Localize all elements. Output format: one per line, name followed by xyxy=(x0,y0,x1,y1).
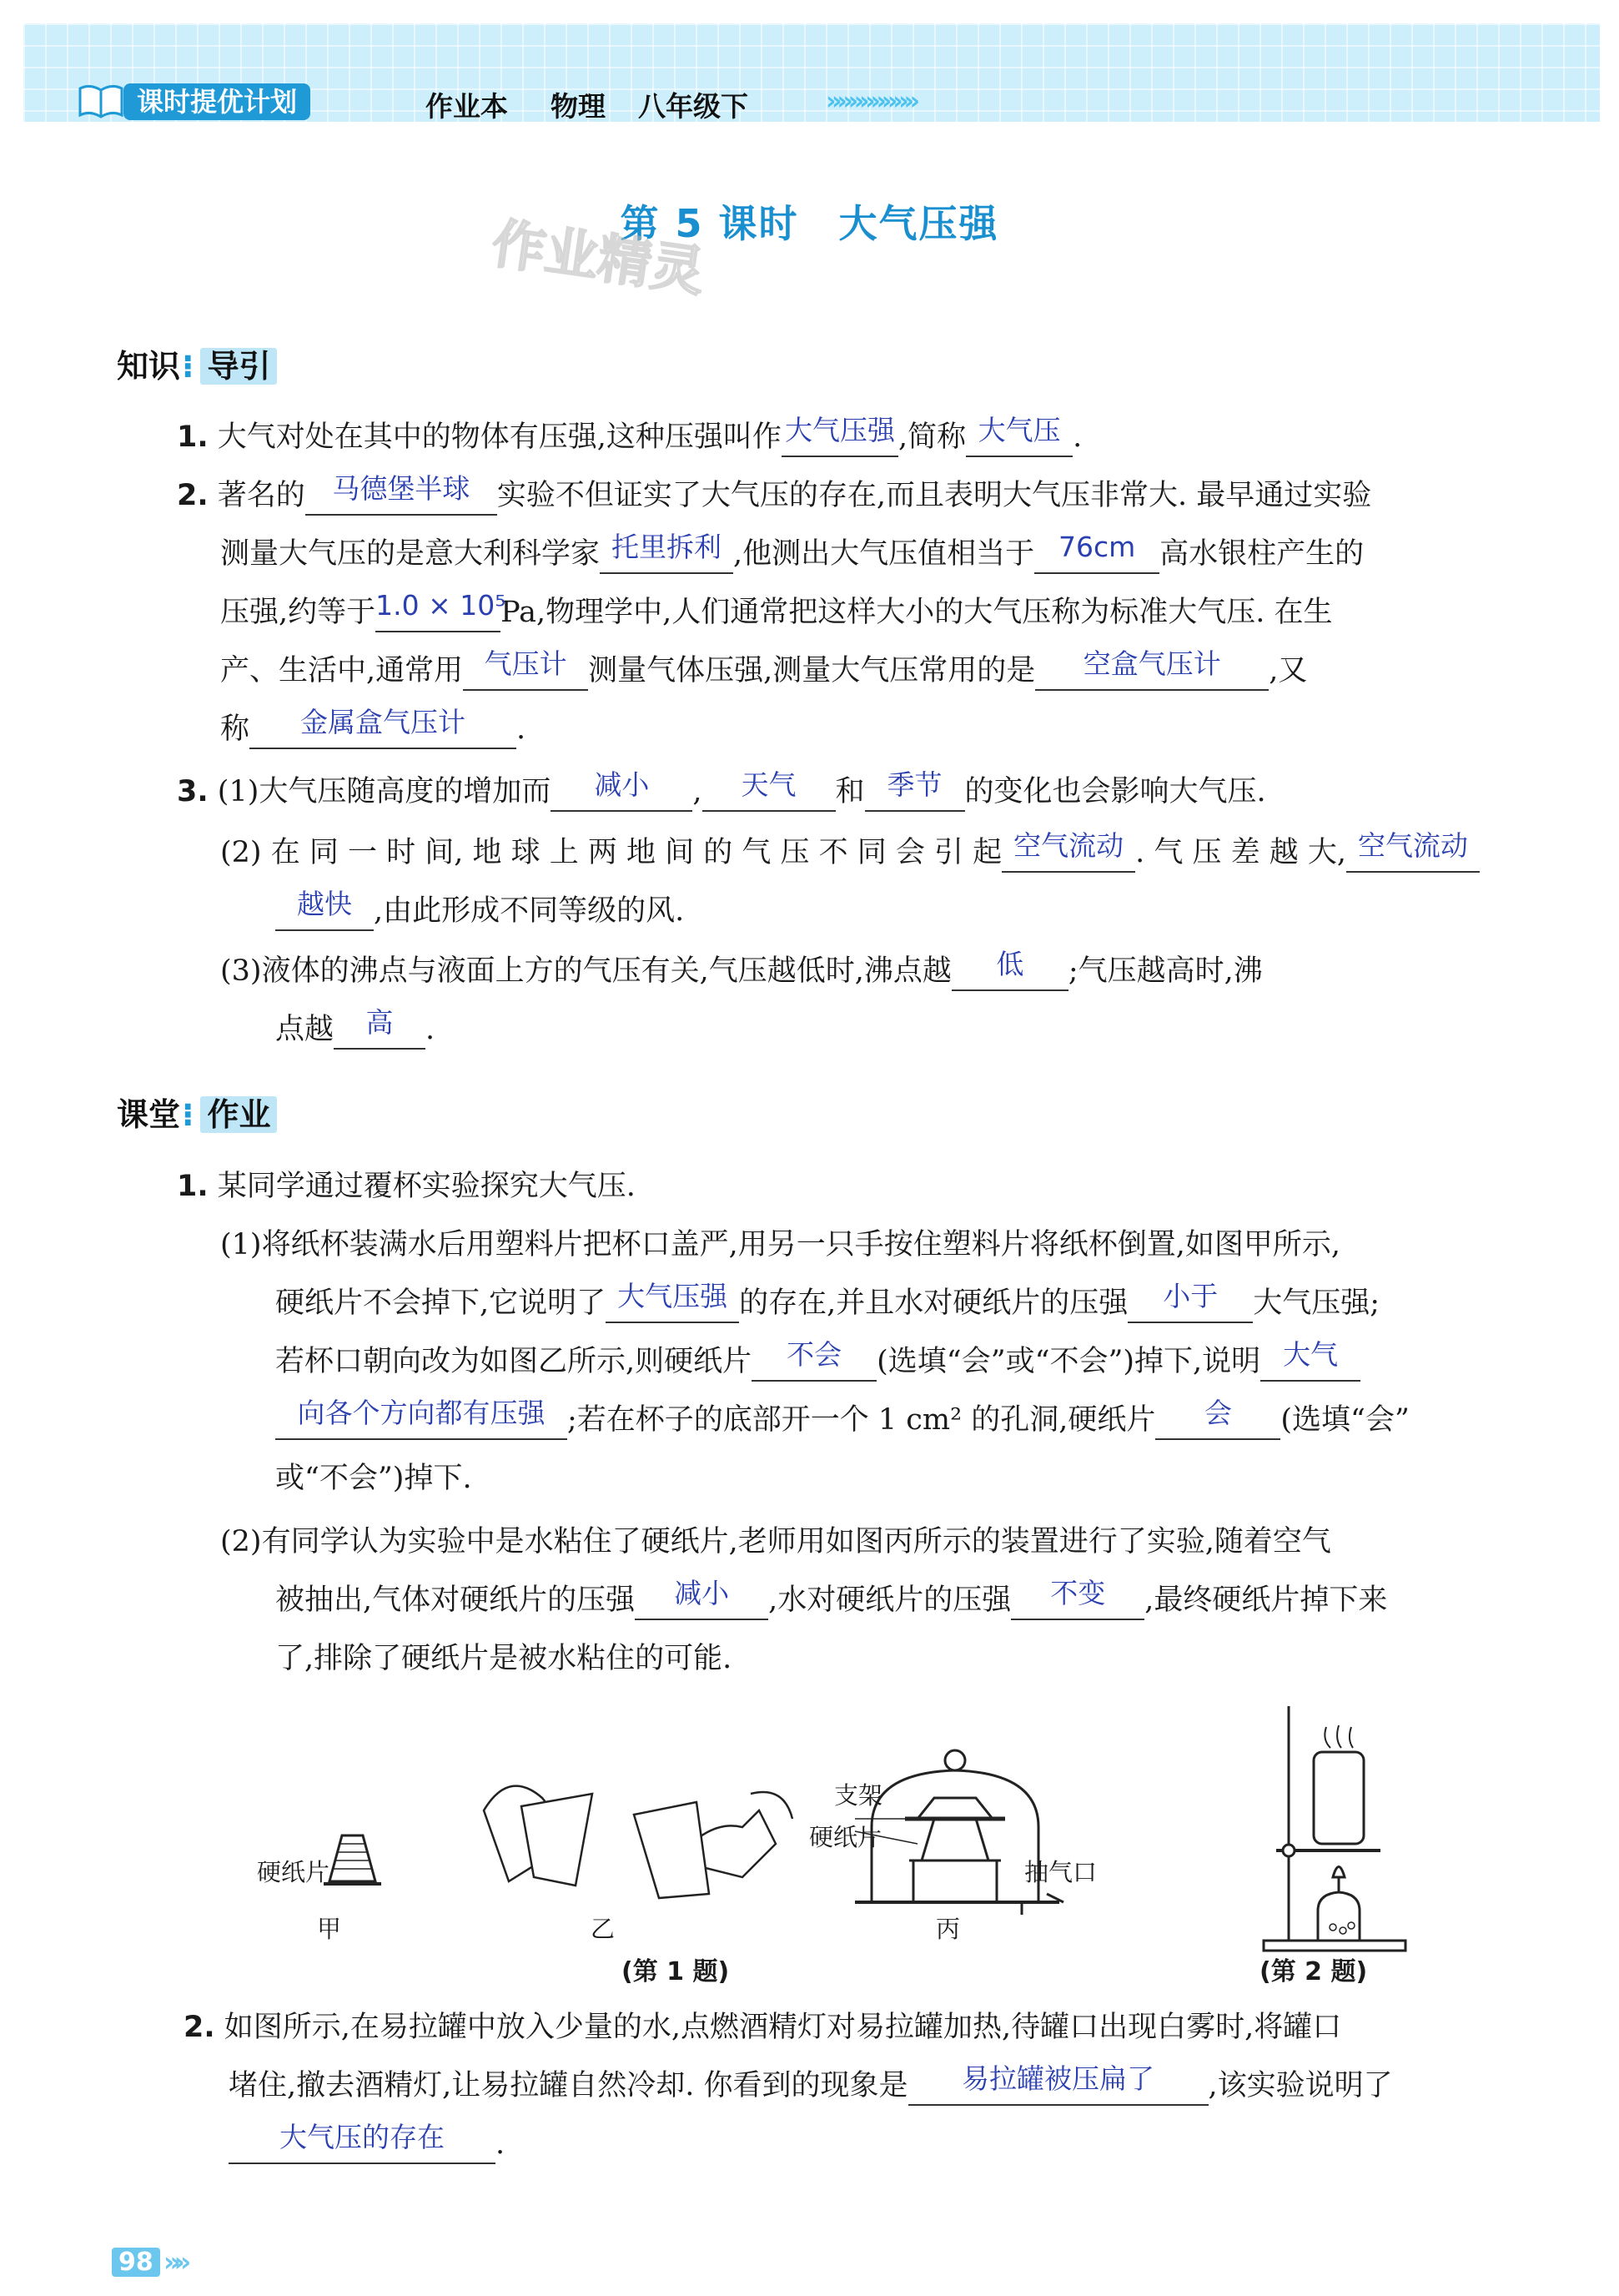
header-arrows: »»»»»»»» xyxy=(826,87,916,116)
label-card-bing: 硬纸片 xyxy=(809,1823,882,1851)
knowledge-q3-part3b: 点越 高 . xyxy=(275,1010,435,1050)
caption-figure-1: (第 1 题) xyxy=(621,1957,730,1986)
knowledge-q1: 1. 大气对处在其中的物体有压强,这种压强叫作 大气压强 ,简称 大气压 . xyxy=(177,417,1082,457)
figure-2-drawing xyxy=(1243,1694,1410,1969)
cup-jia xyxy=(324,1835,381,1884)
grade: 八年级下 xyxy=(638,90,748,123)
classwork-q2-l2: 堵住,撤去酒精灯,让易拉罐自然冷却. 你看到的现象是 易拉罐被压扁了 ,该实验说明了 xyxy=(229,2066,1393,2106)
knowledge-q2-line5: 称 金属盒气压计 . xyxy=(220,709,525,749)
classwork-q1-l7: 被抽出,气体对硬纸片的压强 减小 ,水对硬纸片的压强 不变 ,最终硬纸片掉下来 xyxy=(275,1580,1387,1620)
page-number-arrow: »» xyxy=(163,2246,185,2278)
classwork-q1-l8: 了,排除了硬纸片是被水粘住的可能. xyxy=(275,1642,732,1675)
label-bing: 丙 xyxy=(936,1915,961,1943)
knowledge-q2-line4: 产、生活中,通常用 气压计 测量气体压强,测量大气压常用的是 空盒气压计 ,又 xyxy=(220,651,1307,691)
page-number: 98 xyxy=(112,2248,160,2277)
classwork-q1-l6: (2)有同学认为实验中是水粘住了硬纸片,老师用如图丙所示的装置进行了实验,随着空气 xyxy=(220,1525,1331,1558)
classwork-q2-l1: 2. 如图所示,在易拉罐中放入少量的水,点燃酒精灯对易拉罐加热,待罐口出现白雾时,将罐口 xyxy=(184,2011,1342,2044)
open-book-icon xyxy=(77,80,125,120)
classwork-q2-l3: 大气压的存在 . xyxy=(229,2124,505,2164)
bell-jar-bing xyxy=(855,1750,1063,1915)
caption-figure-2: (第 2 题) xyxy=(1260,1957,1368,1986)
classwork-q1-intro: 1. 某同学通过覆杯实验探究大气压. xyxy=(177,1170,636,1203)
book-type: 作业本 xyxy=(425,90,508,123)
label-yi: 乙 xyxy=(591,1915,616,1943)
knowledge-q3-part2: (2) 在 同 一 时 间, 地 球 上 两 地 间 的 气 压 不 同 会 引 起 空气流动 . 气 压 差 越 大, 空气流动 xyxy=(220,833,1480,873)
knowledge-q2-line2: 测量大气压的是意大利科学家 托里拆利 ,他测出大气压值相当于 76cm 高水银柱产生的 xyxy=(220,534,1364,574)
classwork-q1-l3: 若杯口朝向改为如图乙所示,则硬纸片 不会 (选填“会”或“不会”)掉下,说明 大气 xyxy=(275,1342,1360,1382)
label-card-jia: 硬纸片 xyxy=(257,1858,330,1886)
lesson-title: 第 5 课时 大气压强 xyxy=(620,201,999,246)
label-jia: 甲 xyxy=(317,1915,342,1943)
subject: 物理 xyxy=(551,90,606,123)
section-classwork: 课堂⁝ 作业 xyxy=(117,1089,277,1135)
classwork-q1-l5: 或“不会”)掉下. xyxy=(275,1462,472,1495)
knowledge-q3-part2b: 越快 ,由此形成不同等级的风. xyxy=(275,891,684,931)
label-pump-outlet: 抽气口 xyxy=(1024,1858,1098,1886)
knowledge-q3-part3: (3)液体的沸点与液面上方的气压有关,气压越低时,沸点越 低 ;气压越高时,沸 xyxy=(220,951,1263,991)
watermark: 作业精灵 xyxy=(488,213,709,305)
hands-yi xyxy=(484,1786,792,1898)
section-knowledge: 知识⁝ 导引 xyxy=(117,340,277,386)
classwork-q1-l2: 硬纸片不会掉下,它说明了 大气压强 的存在,并且水对硬纸片的压强 小于 大气压强; xyxy=(275,1283,1380,1323)
label-support: 支架 xyxy=(834,1781,883,1810)
knowledge-q2-line1: 2. 著名的 马德堡半球 实验不但证实了大气压的存在,而且表明大气压非常大. 最早通过实验 xyxy=(177,476,1371,516)
knowledge-q2-line3: 压强,约等于 1.0 × 10⁵ Pa,物理学中,人们通常把这样大小的大气压称为标准大气压. 在生 xyxy=(220,592,1333,632)
series-badge: 课时提优计划 xyxy=(123,83,310,120)
knowledge-q3-part1: 3. (1)大气压随高度的增加而 减小 , 天气 和 季节 的变化也会影响大气压. xyxy=(177,772,1266,812)
classwork-q1-l4: 向各个方向都有压强 ;若在杯子的底部开一个 1 cm² 的孔洞,硬纸片 会 (选填“会” xyxy=(275,1400,1410,1440)
classwork-q1-l1: (1)将纸杯装满水后用塑料片把杯口盖严,用另一只手按住塑料片将纸杯倒置,如图甲所示, xyxy=(220,1228,1340,1261)
